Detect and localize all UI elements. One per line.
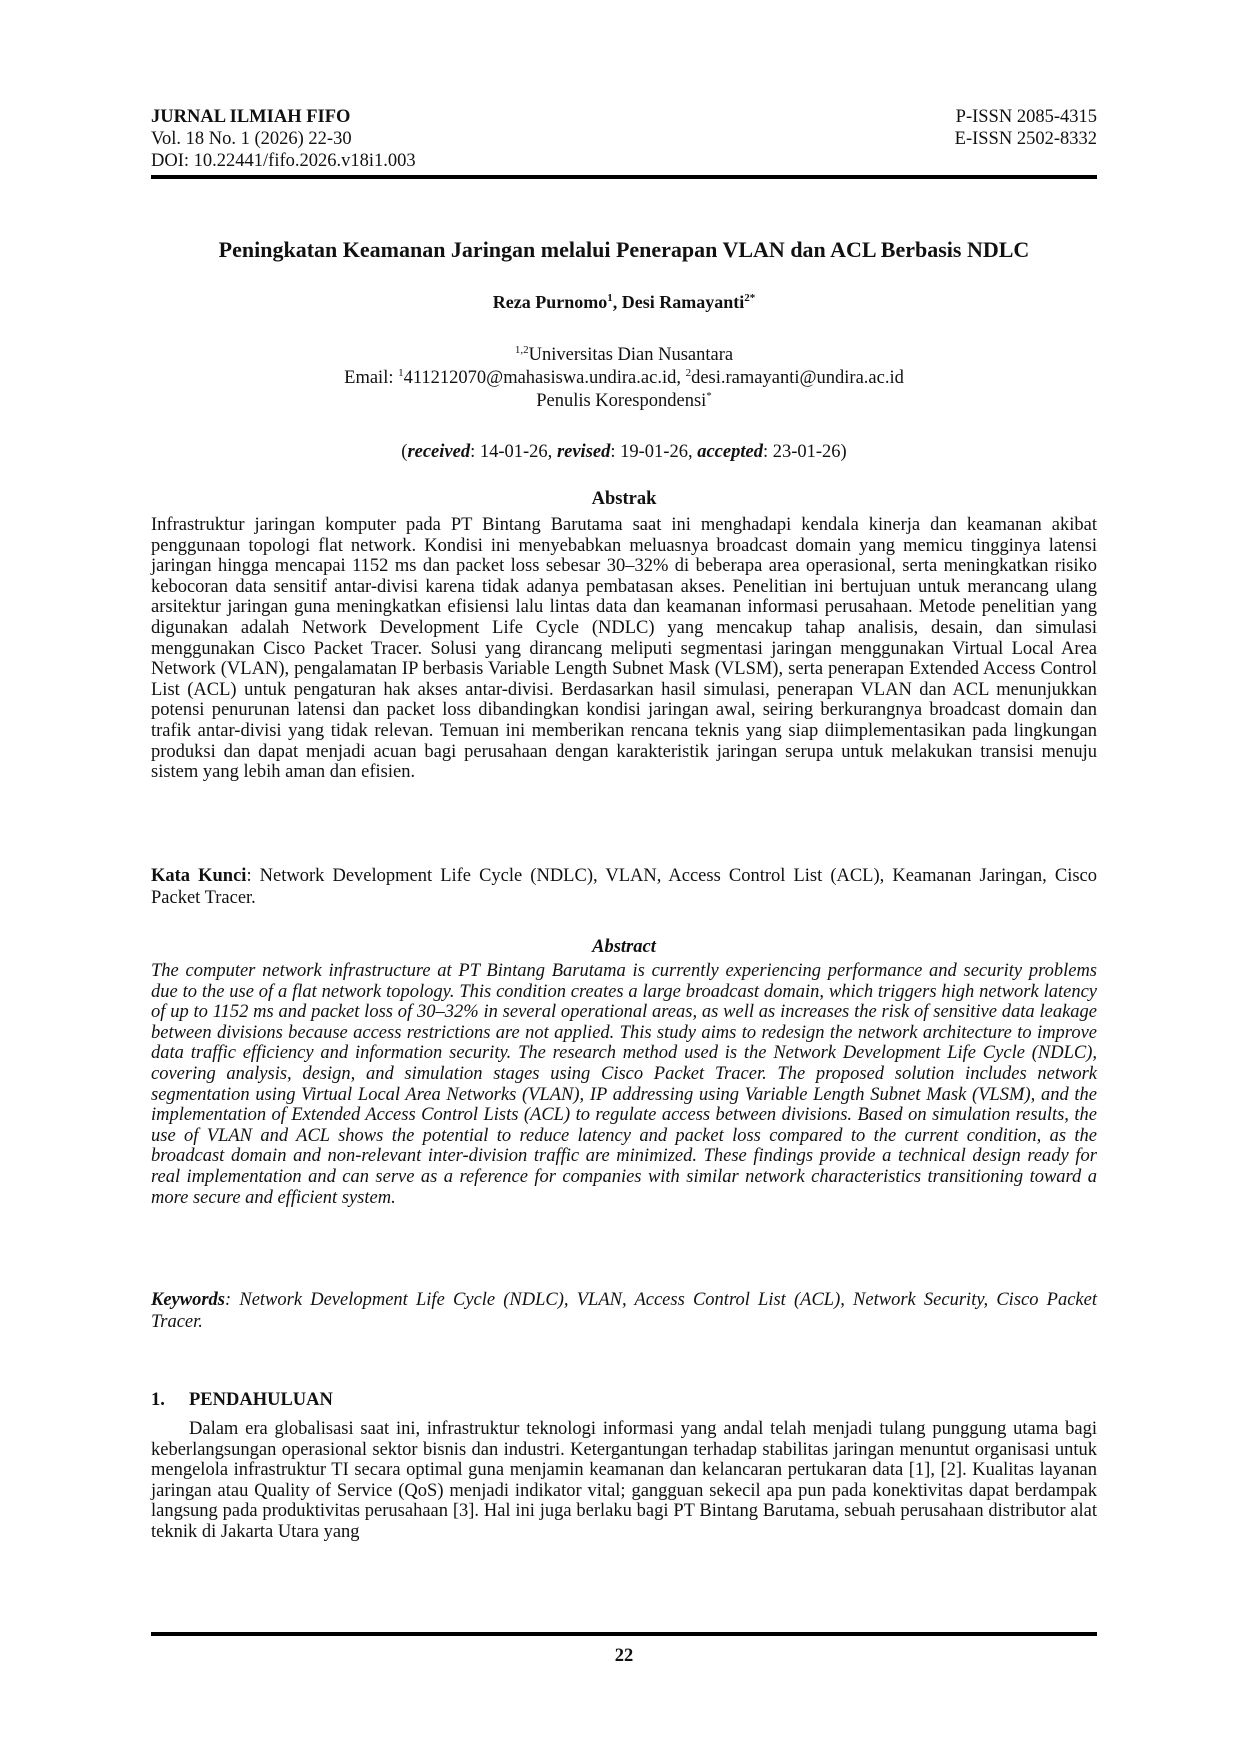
section-body: Dalam era globalisasi saat ini, infrastruktur teknologi informasi yang andal telah menjadi tulang punggung utama bagi keberlangsungan operasional sektor bisnis dan industri. Ketergantungan terhadap stabilitas jaringan menuntut organisasi untuk mengelola infrastruktur TI secara optimal guna menjamin keamanan dan kelancaran pertukaran data [1], [2]. Kualitas layanan jaringan atau Quality of Service (QoS) menjadi indikator vital; gangguan sekecil apa pun pada konektivitas dapat berdampak langsung pada produktivitas perusahaan [3]. Hal ini juga berlaku bagi PT Bintang Barutama, sebuah perusahaan distributor alat teknik di Jakarta Utara yang bbox=[151, 1419, 1097, 1542]
received-date: : 14-01-26, bbox=[470, 442, 557, 462]
kata-kunci-label: Kata Kunci bbox=[151, 866, 247, 886]
keywords-label: Keywords bbox=[151, 1290, 225, 1310]
abstrak-heading: Abstrak bbox=[591, 489, 657, 509]
journal-header bbox=[151, 106, 1097, 172]
revised-date: : 19-01-26, bbox=[610, 442, 698, 462]
correspondent-note: Penulis Korespondensi bbox=[536, 391, 707, 411]
journal-volume: Vol. 18 No. 1 (2026) 22-30 bbox=[151, 129, 352, 149]
received-label: received bbox=[407, 442, 471, 462]
author-line bbox=[151, 292, 1097, 313]
article-dates: (received: 14-01-26, revised: 19-01-26, accepted: 23-01-26) bbox=[401, 442, 847, 462]
keywords-text: : Network Development Life Cycle (NDLC), VLAN, Access Control List (ACL), Network Security, Cisco Packet Tracer. bbox=[151, 1290, 1097, 1332]
author-1-affil-mark: 1 bbox=[607, 292, 613, 304]
header-rule bbox=[151, 175, 1097, 179]
footer-rule bbox=[151, 1632, 1097, 1636]
keywords bbox=[151, 1289, 1097, 1333]
email-label: Email: bbox=[344, 368, 399, 388]
accepted-date: : 23-01-26) bbox=[762, 442, 847, 462]
section-heading bbox=[151, 1390, 333, 1411]
affiliation-mark: 1,2 bbox=[514, 343, 529, 356]
author-separator: , bbox=[612, 292, 622, 312]
abstract-heading: Abstract bbox=[592, 937, 656, 957]
email-line bbox=[151, 367, 1097, 390]
section-number: 1. bbox=[151, 1390, 165, 1410]
affiliation-block bbox=[151, 344, 1097, 413]
abstract-body: The computer network infrastructure at PT Bintang Barutama is currently experiencing performance and security problems due to the use of a flat network topology. This condition creates a large broadcast domain, which triggers high network latency of up to 1152 ms and packet loss of 30–32% in several operational areas, as well as increases the risk of sensitive data leakage between divisions because access restrictions are not applied. This study aims to redesign the network architecture to improve data traffic efficiency and information security. The research method used is the Network Development Life Cycle (NDLC), covering analysis, design, and simulation stages using Cisco Packet Tracer. The proposed solution includes network segmentation using Virtual Local Area Networks (VLAN), IP addressing using Variable Length Subnet Mask (VLSM), and the implementation of Extended Access Control Lists (ACL) to regulate access between divisions. Based on simulation results, the use of VLAN and ACL shows the potential to reduce latency and packet loss compared to the current condition, as the broadcast domain and non-relevant inter-division traffic are minimized. These findings provide a technical design ready for real implementation and can serve as a reference for companies with similar network characteristics transitioning toward a more secure and efficient system. bbox=[151, 961, 1097, 1208]
paper-title: Peningkatan Keamanan Jaringan melalui Penerapan VLAN dan ACL Berbasis NDLC bbox=[218, 237, 1030, 262]
author-2: Desi Ramayanti bbox=[621, 292, 745, 312]
email-1: 411212070@mahasiswa.undira.ac.id, bbox=[403, 368, 686, 388]
page-number: 22 bbox=[614, 1646, 634, 1666]
eissn: E-ISSN 2502-8332 bbox=[954, 129, 1097, 149]
institution: Universitas Dian Nusantara bbox=[528, 345, 734, 365]
revised-label: revised bbox=[556, 442, 611, 462]
correspondent-mark: * bbox=[706, 389, 712, 402]
author-1: Reza Purnomo bbox=[492, 292, 608, 312]
section-title: PENDAHULUAN bbox=[189, 1390, 333, 1410]
email-1-mark: 1 bbox=[398, 366, 404, 379]
accepted-label: accepted bbox=[697, 442, 763, 462]
kata-kunci bbox=[151, 865, 1097, 909]
journal-doi: DOI: 10.22441/fifo.2026.v18i1.003 bbox=[151, 151, 416, 171]
pissn: P-ISSN 2085-4315 bbox=[955, 107, 1097, 127]
abstrak-body: Infrastruktur jaringan komputer pada PT Bintang Barutama saat ini menghadapi kendala kinerja dan keamanan akibat penggunaan topologi flat network. Kondisi ini menyebabkan meluasnya broadcast domain yang memicu tingginya latensi jaringan hingga mencapai 1152 ms dan packet loss sebesar 30–32% di beberapa area operasional, serta meningkatkan risiko kebocoran data sensitif antar-divisi karena tidak adanya pembatasan akses. Penelitian ini bertujuan untuk merancang ulang arsitektur jaringan guna meningkatkan efisiensi lalu lintas data dan keamanan informasi perusahaan. Metode penelitian yang digunakan adalah Network Development Life Cycle (NDLC) yang mencakup tahap analisis, desain, dan simulasi menggunakan Cisco Packet Tracer. Solusi yang dirancang meliputi segmentasi jaringan menggunakan Virtual Local Area Network (VLAN), pengalamatan IP berbasis Variable Length Subnet Mask (VLSM), serta penerapan Extended Access Control List (ACL) untuk pengaturan hak akses antar-divisi. Berdasarkan hasil simulasi, penerapan VLAN dan ACL menunjukkan potensi penurunan latensi dan packet loss dibandingkan kondisi jaringan awal, seiring berkurangnya broadcast domain dan trafik antar-divisi yang tidak relevan. Temuan ini memberikan rencana teknis yang siap diimplementasikan pada lingkungan produksi dan dapat menjadi acuan bagi perusahaan dengan karakteristik jaringan serupa untuk melakukan transisi menuju sistem yang lebih aman dan efisien. bbox=[151, 515, 1097, 783]
journal-name: JURNAL ILMIAH FIFO bbox=[151, 107, 351, 127]
author-2-affil-mark: 2* bbox=[744, 292, 756, 304]
kata-kunci-text: : Network Development Life Cycle (NDLC), VLAN, Access Control List (ACL), Keamanan Jaringan, Cisco Packet Tracer. bbox=[151, 866, 1098, 908]
email-2: desi.ramayanti@undira.ac.id bbox=[691, 368, 904, 388]
email-2-mark: 2 bbox=[685, 366, 692, 379]
